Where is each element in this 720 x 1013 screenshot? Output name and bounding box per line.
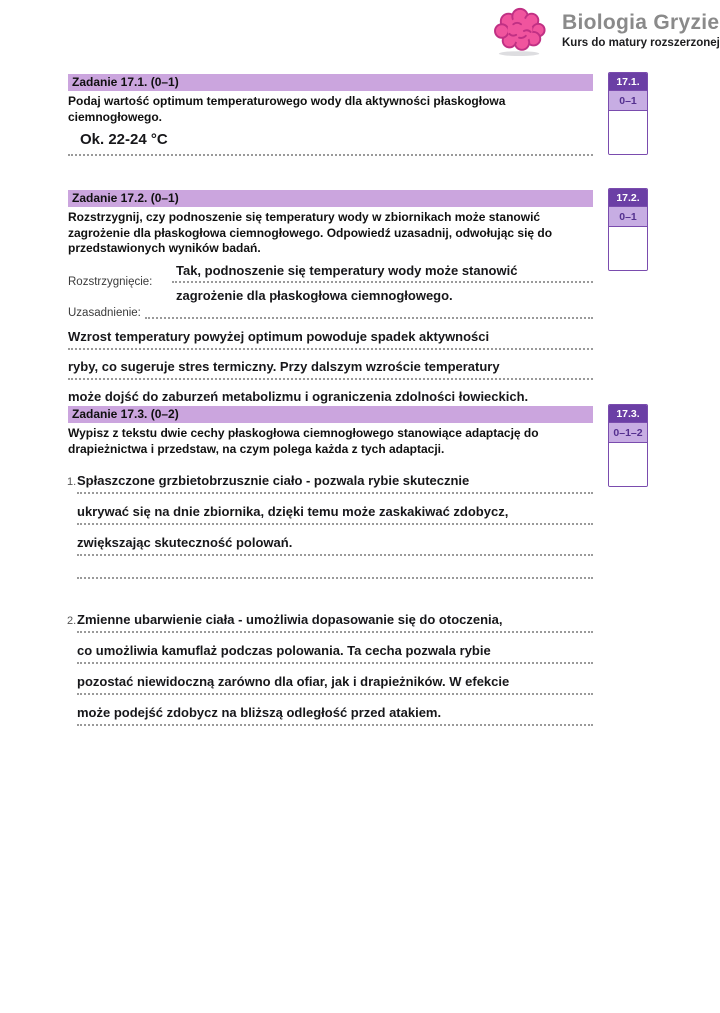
- score-box-empty-cell: [609, 111, 647, 154]
- brain-icon: [492, 5, 550, 57]
- field-label: Rozstrzygnięcie:: [68, 275, 153, 288]
- brand-header: [492, 5, 720, 57]
- task-17-3: [68, 406, 648, 726]
- item-number: 2.: [67, 615, 77, 627]
- answer-line: co umożliwia kamuflaż podczas polowania. Ta cecha pozwala rybie: [77, 633, 593, 664]
- answer-line: Spłaszczone grzbietobrzusznie ciało - pozwala rybie skutecznie: [77, 463, 593, 494]
- brand-name: Biologia Gryzie: [562, 11, 720, 34]
- task-header-bar: Zadanie 17.1. (0–1): [68, 74, 593, 91]
- score-box: [608, 404, 648, 487]
- task-question: Rozstrzygnij, czy podnoszenie się temperatury wody w zbiornikach może stanowić zagrożenie dla płaskogłowa ciemnogłowego. Odpowiedź uzasadnij, odwołując się do przedstawionych wyników badań.: [68, 210, 553, 255]
- answer-line: pozostać niewidoczną zarówno dla ofiar, jak i drapieżników. W efekcie: [77, 664, 593, 695]
- answer-line: Tak, podnoszenie się temperatury wody może stanowić: [172, 259, 593, 283]
- task-header-bar: Zadanie 17.2. (0–1): [68, 190, 593, 207]
- item-number: 1.: [67, 476, 77, 488]
- score-box-label: 17.1.: [609, 73, 647, 90]
- field-uzasadnienie: [68, 307, 593, 319]
- score-box-label: 17.3.: [609, 405, 647, 422]
- score-box: [608, 188, 648, 271]
- task-17-1: [68, 74, 648, 156]
- answer-item-1: [68, 463, 593, 579]
- answer-line: Ok. 22-24 °C: [68, 125, 593, 156]
- answer-line: może podejść zdobycz na bliższą odległość przed atakiem.: [77, 695, 593, 726]
- task-question: Wypisz z tekstu dwie cechy płaskogłowa ciemnogłowego stanowiące adaptację do drapieżnictwa i przedstaw, na czym polega każda z tych adaptacji.: [68, 426, 539, 456]
- dotted-rule: [145, 307, 593, 319]
- answer-line: ryby, co sugeruje stres termiczny. Przy dalszym wzroście temperatury: [68, 350, 593, 380]
- answer-line: Wzrost temperatury powyżej optimum powoduje spadek aktywności: [68, 320, 593, 350]
- score-box-range: 0–1–2: [609, 422, 647, 443]
- score-box-range: 0–1: [609, 206, 647, 227]
- task-question: Podaj wartość optimum temperaturowego wody dla aktywności płaskogłowa ciemnogłowego.: [68, 94, 506, 124]
- answer-line: może dojść do zaburzeń metabolizmu i ograniczenia zdolności łowieckich.: [68, 388, 529, 404]
- dotted-rule: [77, 556, 593, 579]
- score-box-label: 17.2.: [609, 189, 647, 206]
- field-label: Uzasadnienie:: [68, 306, 141, 319]
- brand-subtitle: Kurs do matury rozszerzonej: [562, 37, 720, 49]
- score-box-empty-cell: [609, 443, 647, 486]
- task-header-bar: Zadanie 17.3. (0–2): [68, 406, 593, 423]
- answer-line: ukrywać się na dnie zbiornika, dzięki temu może zaskakiwać zdobycz,: [77, 494, 593, 525]
- answer-line: zagrożenie dla płaskogłowa ciemnogłowego.: [176, 287, 453, 303]
- score-box-range: 0–1: [609, 90, 647, 111]
- brand-text: [562, 5, 720, 49]
- score-box-empty-cell: [609, 227, 647, 270]
- answer-line: Zmienne ubarwienie ciała - umożliwia dopasowanie się do otoczenia,: [77, 602, 593, 633]
- answer-item-2: [68, 602, 593, 726]
- answer-line: zwiększając skuteczność polowań.: [77, 525, 593, 556]
- field-rozstrzygniecie: [68, 259, 593, 305]
- task-17-2: [68, 190, 648, 408]
- score-box: [608, 72, 648, 155]
